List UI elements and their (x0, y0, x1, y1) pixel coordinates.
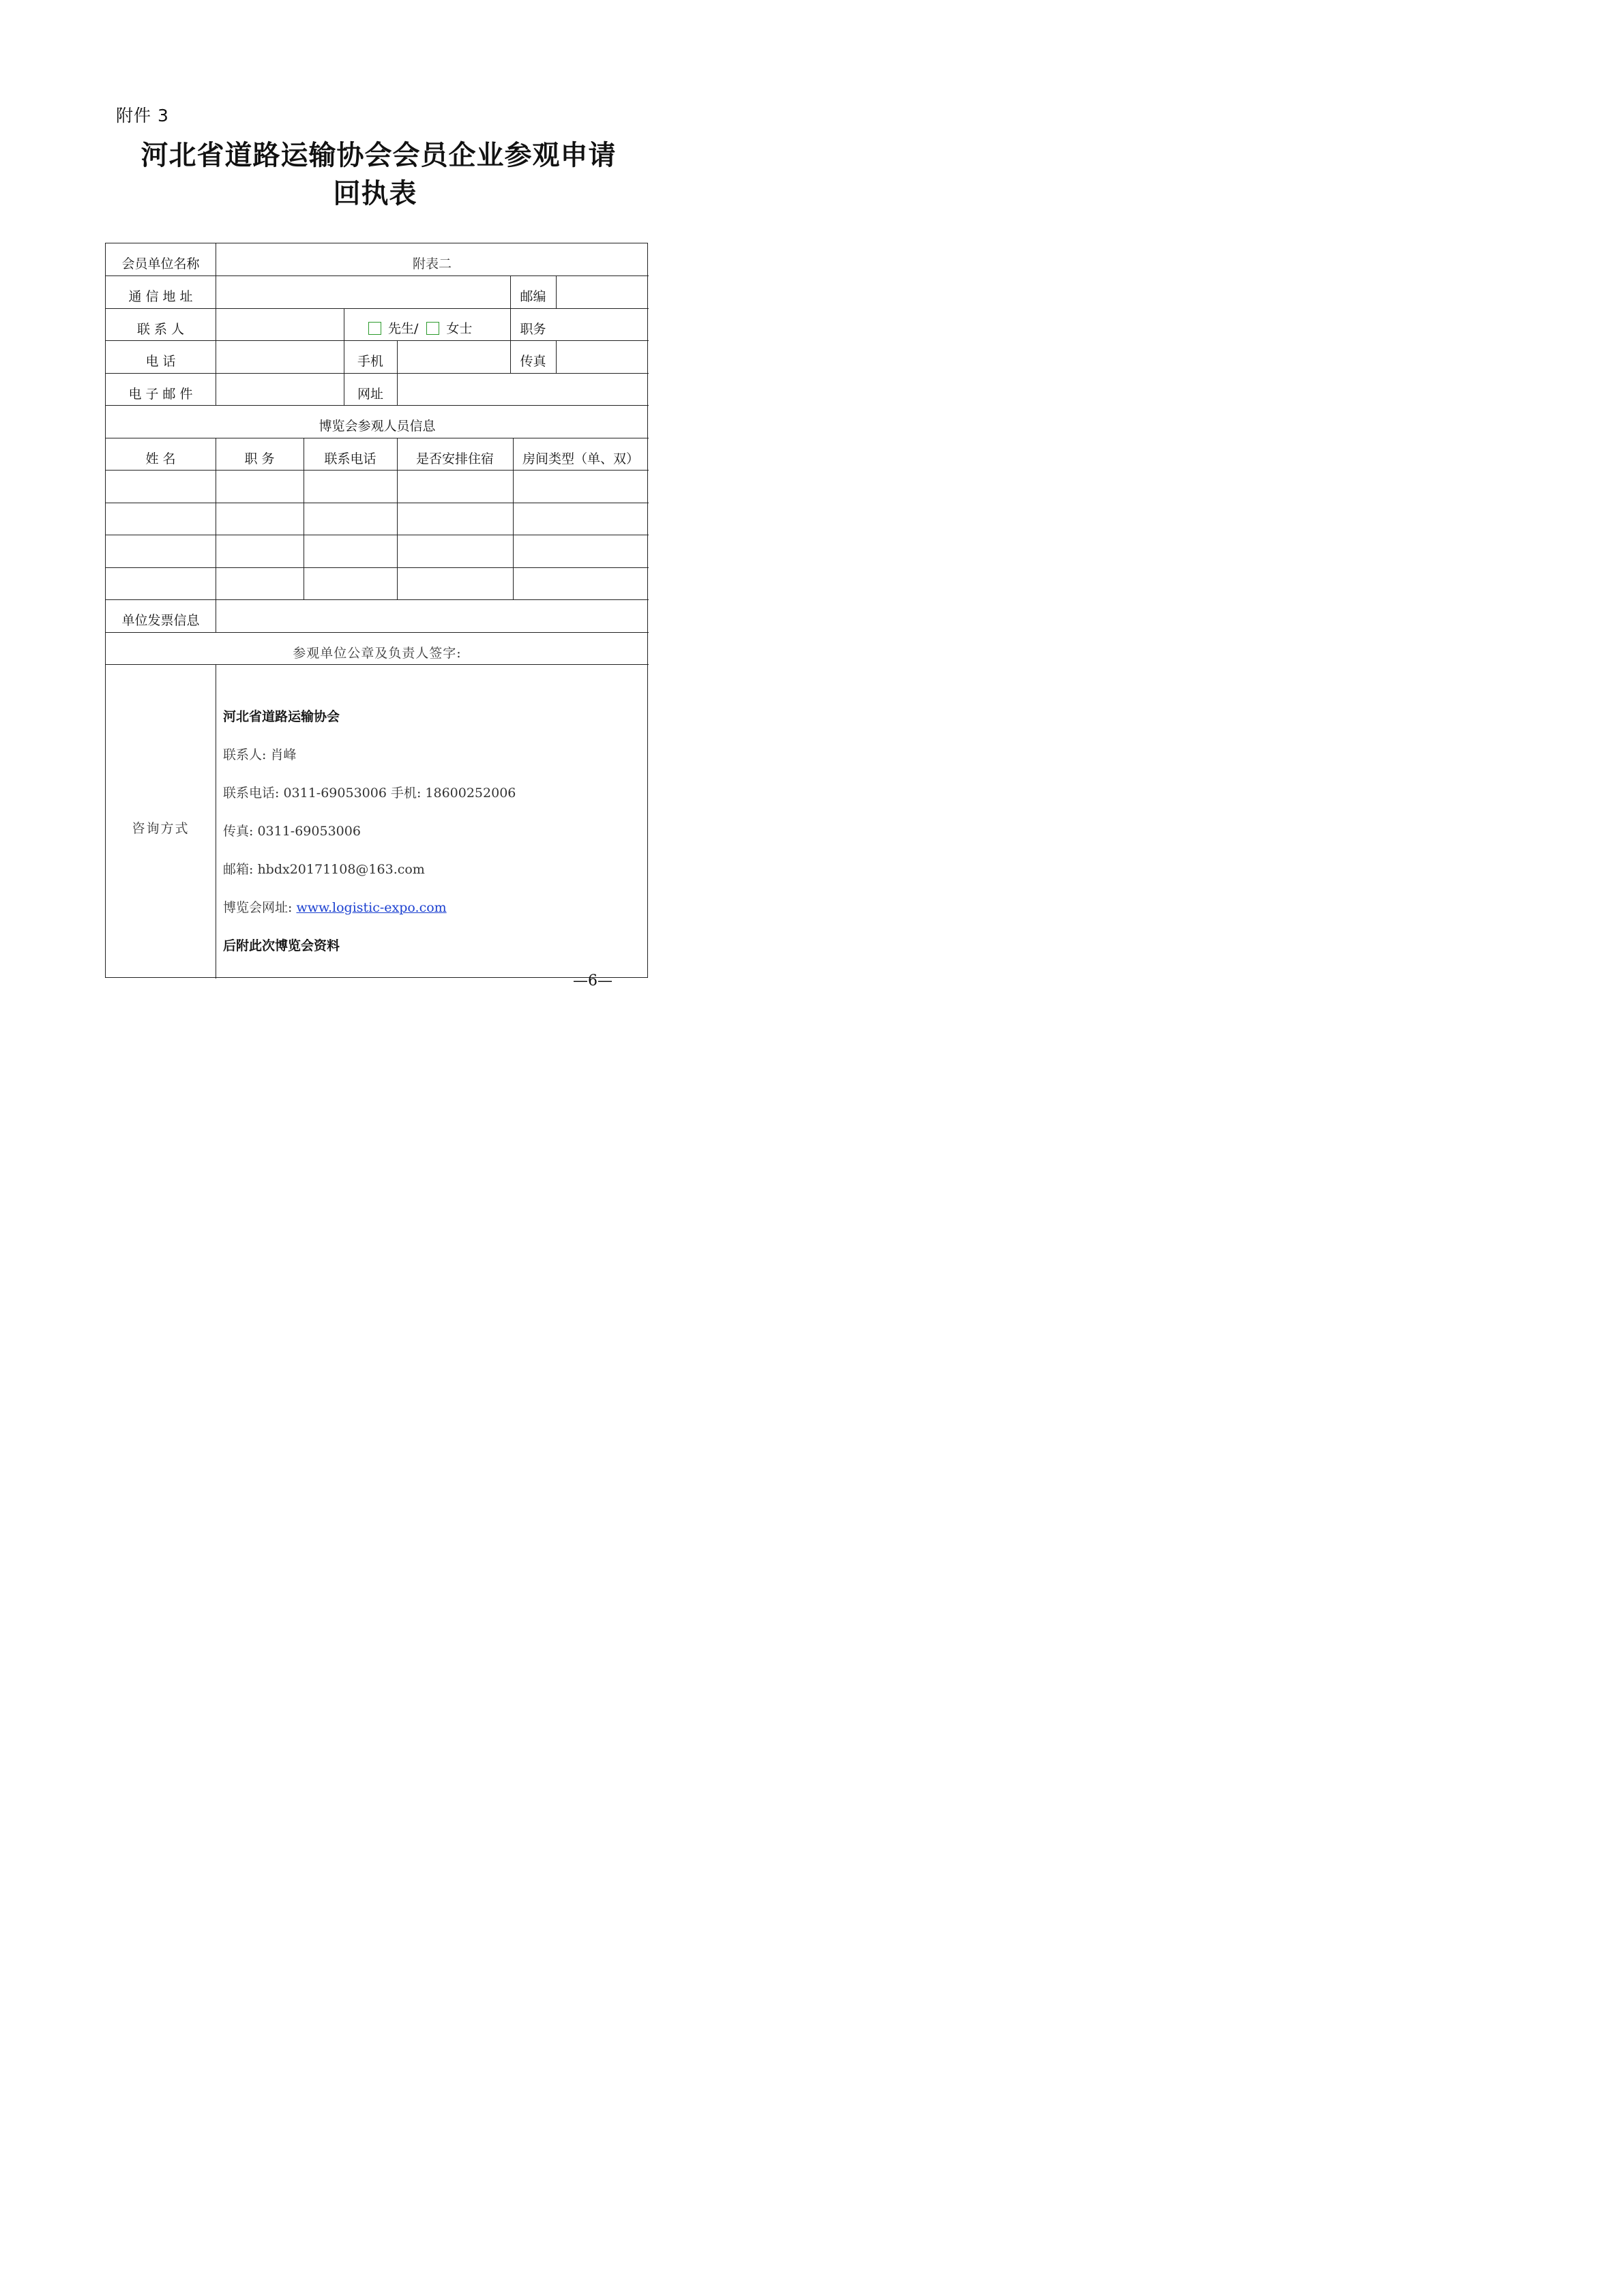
table-row[interactable] (106, 567, 649, 599)
consult-fax: 传真: 0311-69053006 (223, 824, 361, 839)
website-field[interactable] (397, 373, 649, 405)
contact-label: 联 系 人 (136, 322, 185, 337)
mobile-label: 手机 (357, 354, 383, 369)
table-row[interactable] (106, 503, 649, 535)
member-name-value[interactable]: 附表二 (412, 256, 452, 271)
website-label: 网址 (357, 387, 383, 402)
consult-contact: 联系人: 肖峰 (223, 747, 297, 762)
page-title: 河北省道路运输协会会员企业参观申请 (141, 139, 617, 171)
email-field[interactable] (216, 373, 344, 405)
mr-checkbox[interactable] (368, 322, 381, 335)
gender-choice (368, 321, 472, 336)
expo-website-link[interactable]: www.logistic-expo.com (296, 900, 447, 915)
fax-label: 传真 (520, 354, 546, 369)
postcode-field[interactable] (556, 275, 649, 308)
consult-website (223, 897, 447, 916)
postcode-label: 邮编 (520, 289, 546, 304)
page-number: —6— (573, 972, 612, 989)
ms-label: 女士 (446, 321, 473, 336)
fax-field[interactable] (556, 340, 649, 373)
invoice-field[interactable] (216, 599, 649, 632)
column-header-phone: 联系电话 (324, 451, 377, 466)
email-label: 电 子 邮 件 (128, 387, 193, 402)
column-header-room-type: 房间类型（单、双） (522, 451, 639, 466)
member-name-label: 会员单位名称 (121, 256, 200, 271)
column-header-position: 职 务 (244, 451, 275, 466)
position-field[interactable] (556, 308, 649, 340)
consult-note: 后附此次博览会资料 (223, 938, 340, 953)
consult-email: 邮箱: hbdx20171108@163.com (223, 862, 425, 877)
visitors-section-title: 博览会参观人员信息 (319, 419, 436, 434)
address-field[interactable] (216, 275, 510, 308)
mr-label: 先生/ (388, 321, 419, 336)
column-header-lodging: 是否安排住宿 (415, 451, 494, 466)
contact-field[interactable] (216, 308, 344, 340)
website-prefix: 博览会网址: (223, 900, 297, 915)
consult-phones: 联系电话: 0311-69053006 手机: 18600252006 (223, 786, 516, 801)
page-title-line2: 回执表 (333, 177, 417, 209)
invoice-label: 单位发票信息 (121, 613, 200, 628)
stamp-signature-label: 参观单位公章及负责人签字: (293, 646, 462, 661)
table-row[interactable] (106, 535, 649, 567)
column-header-name: 姓 名 (145, 451, 176, 466)
consult-label: 咨询方式 (132, 821, 190, 836)
position-label: 职务 (520, 322, 546, 337)
mobile-field[interactable] (397, 340, 510, 373)
address-label: 通 信 地 址 (128, 289, 193, 304)
attachment-label: 附件 3 (116, 106, 169, 125)
table-row[interactable] (106, 470, 649, 503)
phone-field[interactable] (216, 340, 344, 373)
phone-label: 电 话 (145, 354, 176, 369)
receipt-form (105, 243, 648, 978)
consult-org: 河北省道路运输协会 (223, 709, 340, 724)
ms-checkbox[interactable] (426, 322, 439, 335)
